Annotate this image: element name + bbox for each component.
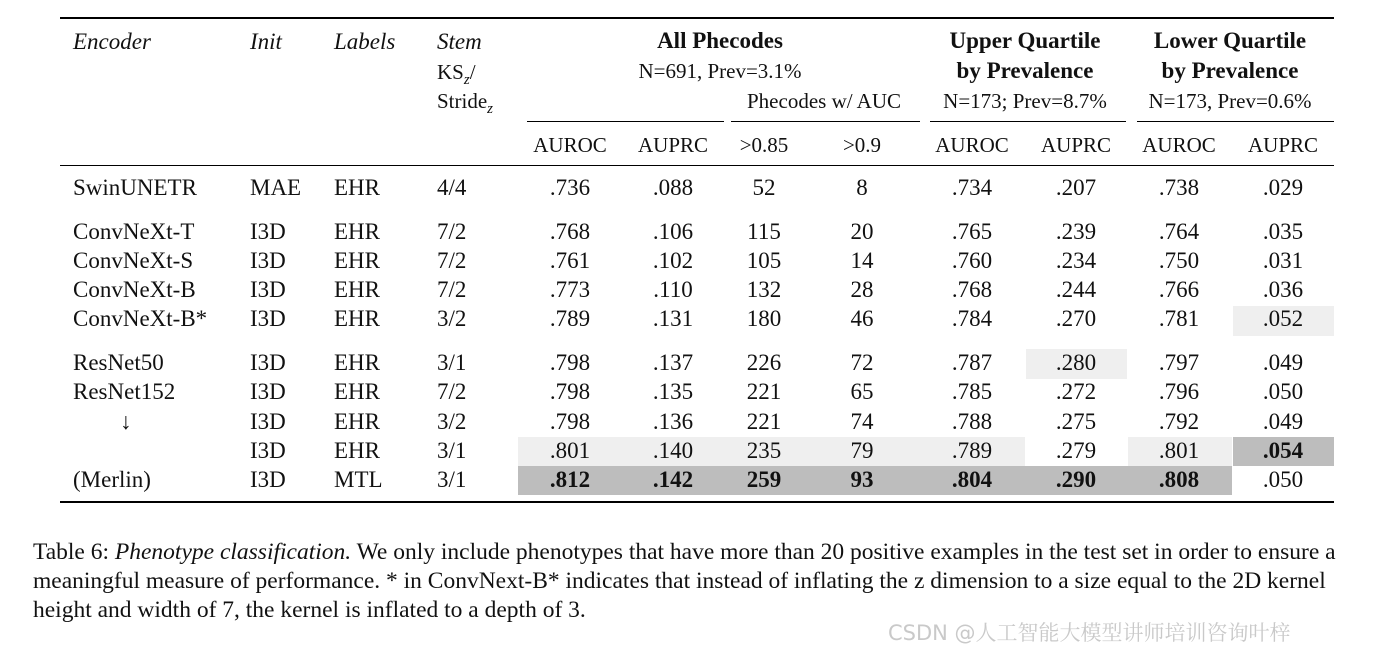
row-value: 46 <box>850 306 874 331</box>
header-upper-2: by Prevalence <box>956 58 1094 83</box>
row-value: .137 <box>652 350 694 375</box>
row-init: I3D <box>250 277 286 302</box>
stem-ks-tail: / <box>469 60 476 84</box>
row-value: .050 <box>1262 467 1304 492</box>
row-value: .788 <box>951 409 993 434</box>
lower-cmidrule <box>1137 121 1334 122</box>
row-value: .765 <box>951 219 993 244</box>
row-encoder: ResNet50 <box>73 350 164 375</box>
row-value: .279 <box>1055 438 1097 463</box>
row-init: I3D <box>250 306 286 331</box>
row-labels: EHR <box>334 379 380 404</box>
row-stem: 7/2 <box>437 248 467 273</box>
row-init: I3D <box>250 248 286 273</box>
row-stem: 7/2 <box>437 219 467 244</box>
row-value: .804 <box>951 467 993 492</box>
row-value: .789 <box>549 306 591 331</box>
row-value: 52 <box>752 175 776 200</box>
row-value: .049 <box>1262 350 1304 375</box>
row-value: 79 <box>850 438 874 463</box>
col-auprc-upper: AUPRC <box>1040 133 1112 157</box>
row-value: .275 <box>1055 409 1097 434</box>
header-phecodes-auc: Phecodes w/ AUC <box>747 89 901 113</box>
row-value: .136 <box>652 409 694 434</box>
row-value: 180 <box>746 306 782 331</box>
row-stem: 4/4 <box>437 175 467 200</box>
row-value: .110 <box>653 277 693 302</box>
row-init: I3D <box>250 219 286 244</box>
row-labels: EHR <box>334 175 380 200</box>
row-init: I3D <box>250 438 286 463</box>
row-value: 8 <box>856 175 868 200</box>
stem-stride-text: Stride <box>437 89 488 113</box>
row-value: .773 <box>549 277 591 302</box>
row-value: .750 <box>1158 248 1200 273</box>
row-value: .106 <box>652 219 694 244</box>
row-value: .280 <box>1055 350 1097 375</box>
header-lower-sub: N=173, Prev=0.6% <box>1148 89 1312 113</box>
row-value: .801 <box>549 438 591 463</box>
row-labels: EHR <box>334 306 380 331</box>
row-value: 235 <box>746 438 782 463</box>
row-value: .035 <box>1262 219 1304 244</box>
watermark: CSDN @人工智能大模型讲师培训咨询叶梓 <box>888 621 1291 645</box>
col-auroc-all: AUROC <box>533 133 607 157</box>
header-labels: Labels <box>334 29 396 54</box>
row-value: 28 <box>850 277 874 302</box>
top-rule <box>60 17 1334 19</box>
row-labels: MTL <box>334 467 383 492</box>
row-labels: EHR <box>334 277 380 302</box>
table-caption <box>33 538 1373 625</box>
row-value: .088 <box>652 175 694 200</box>
row-value: .102 <box>652 248 694 273</box>
row-value: 72 <box>850 350 874 375</box>
row-value: .789 <box>951 438 993 463</box>
row-value: .812 <box>549 467 591 492</box>
caption-body: We only include phenotypes that have more than 20 positive examples in the test set in order to ensure a meaningful measure of performance. * in ConvNext-B* indicates that instead of inflating the z dimension to a size equal to the 2D kernel height and width of 7, the kernel is inflated to a depth of 3. <box>33 539 1336 623</box>
row-value: .796 <box>1158 379 1200 404</box>
all-cmidrule <box>527 121 724 122</box>
row-init: I3D <box>250 409 286 434</box>
header-encoder: Encoder <box>73 29 151 54</box>
header-all-sub: N=691, Prev=3.1% <box>638 59 802 83</box>
row-value: .764 <box>1158 219 1200 244</box>
row-value: .272 <box>1055 379 1097 404</box>
row-value: .734 <box>951 175 993 200</box>
stem-ks-sub: z <box>463 72 470 89</box>
row-value: .766 <box>1158 277 1200 302</box>
row-encoder: ConvNeXt-B <box>73 277 196 302</box>
row-value: 221 <box>746 409 782 434</box>
row-value: .801 <box>1158 438 1200 463</box>
row-value: 74 <box>850 409 874 434</box>
row-value: .029 <box>1262 175 1304 200</box>
row-value: .797 <box>1158 350 1200 375</box>
row-value: .798 <box>549 379 591 404</box>
row-encoder: (Merlin) <box>73 467 151 492</box>
header-stem: Stem <box>437 29 482 54</box>
row-value: .736 <box>549 175 591 200</box>
col-auroc-lower: AUROC <box>1142 133 1216 157</box>
row-value: .239 <box>1055 219 1097 244</box>
row-value: .798 <box>549 409 591 434</box>
row-value: 105 <box>746 248 782 273</box>
row-encoder: ↓ <box>120 409 132 434</box>
stem-stride-sub: z <box>487 101 494 118</box>
row-value: .140 <box>652 438 694 463</box>
row-value: .798 <box>549 350 591 375</box>
row-value: .050 <box>1262 379 1304 404</box>
row-encoder: ConvNeXt-B* <box>73 306 208 331</box>
col-auroc-upper: AUROC <box>935 133 1009 157</box>
row-init: I3D <box>250 379 286 404</box>
caption-title: Phenotype classification. <box>114 539 352 565</box>
row-value: .131 <box>652 306 694 331</box>
row-value: .792 <box>1158 409 1200 434</box>
row-value: .031 <box>1262 248 1304 273</box>
row-value: .270 <box>1055 306 1097 331</box>
row-encoder: ConvNeXt-T <box>73 219 195 244</box>
row-value: .760 <box>951 248 993 273</box>
row-value: .781 <box>1158 306 1200 331</box>
row-value: 65 <box>850 379 874 404</box>
row-labels: EHR <box>334 350 380 375</box>
row-value: .036 <box>1262 277 1304 302</box>
header-stem-ks <box>437 58 476 89</box>
row-value: 132 <box>746 277 782 302</box>
row-init: MAE <box>250 175 302 200</box>
row-value: .135 <box>652 379 694 404</box>
row-value: 226 <box>746 350 782 375</box>
row-labels: EHR <box>334 248 380 273</box>
col-auprc-lower: AUPRC <box>1247 133 1319 157</box>
row-value: .290 <box>1055 467 1097 492</box>
bottom-rule <box>60 501 1334 503</box>
stem-ks-text: KS <box>437 60 464 84</box>
col-gt09: >0.9 <box>842 133 882 157</box>
upper-cmidrule <box>930 121 1126 122</box>
header-lower-1: Lower Quartile <box>1153 28 1307 53</box>
row-value: .787 <box>951 350 993 375</box>
header-stem-stride <box>437 87 494 118</box>
row-stem: 3/1 <box>437 467 467 492</box>
row-value: .808 <box>1158 467 1200 492</box>
header-rule <box>60 165 1334 166</box>
row-value: .049 <box>1262 409 1304 434</box>
row-init: I3D <box>250 350 286 375</box>
row-value: .244 <box>1055 277 1097 302</box>
row-value: .207 <box>1055 175 1097 200</box>
row-labels: EHR <box>334 409 380 434</box>
row-value: 259 <box>746 467 782 492</box>
col-auprc-all: AUPRC <box>637 133 709 157</box>
row-value: .768 <box>951 277 993 302</box>
row-value: 14 <box>850 248 874 273</box>
row-encoder: ResNet152 <box>73 379 176 404</box>
row-value: 221 <box>746 379 782 404</box>
row-init: I3D <box>250 467 286 492</box>
row-value: 93 <box>850 467 874 492</box>
header-upper-sub: N=173; Prev=8.7% <box>943 89 1107 113</box>
row-value: .784 <box>951 306 993 331</box>
row-stem: 3/1 <box>437 438 467 463</box>
row-value: .785 <box>951 379 993 404</box>
caption-label: Table 6: <box>33 539 115 565</box>
row-value: .142 <box>652 467 694 492</box>
row-stem: 3/2 <box>437 409 467 434</box>
row-value: .052 <box>1262 306 1304 331</box>
row-encoder: SwinUNETR <box>73 175 197 200</box>
header-upper-1: Upper Quartile <box>949 28 1101 53</box>
row-stem: 3/2 <box>437 306 467 331</box>
row-value: 20 <box>850 219 874 244</box>
row-value: 115 <box>747 219 781 244</box>
header-all-phecodes: All Phecodes <box>657 28 783 53</box>
row-value: .234 <box>1055 248 1097 273</box>
col-gt085: >0.85 <box>739 133 789 157</box>
auc-cmidrule <box>731 121 920 122</box>
row-value: .054 <box>1262 438 1304 463</box>
header-init: Init <box>250 29 282 54</box>
row-value: .761 <box>549 248 591 273</box>
row-value: .738 <box>1158 175 1200 200</box>
row-stem: 3/1 <box>437 350 467 375</box>
row-value: .768 <box>549 219 591 244</box>
header-lower-2: by Prevalence <box>1161 58 1299 83</box>
row-stem: 7/2 <box>437 277 467 302</box>
row-stem: 7/2 <box>437 379 467 404</box>
row-encoder: ConvNeXt-S <box>73 248 194 273</box>
row-labels: EHR <box>334 438 380 463</box>
row-labels: EHR <box>334 219 380 244</box>
